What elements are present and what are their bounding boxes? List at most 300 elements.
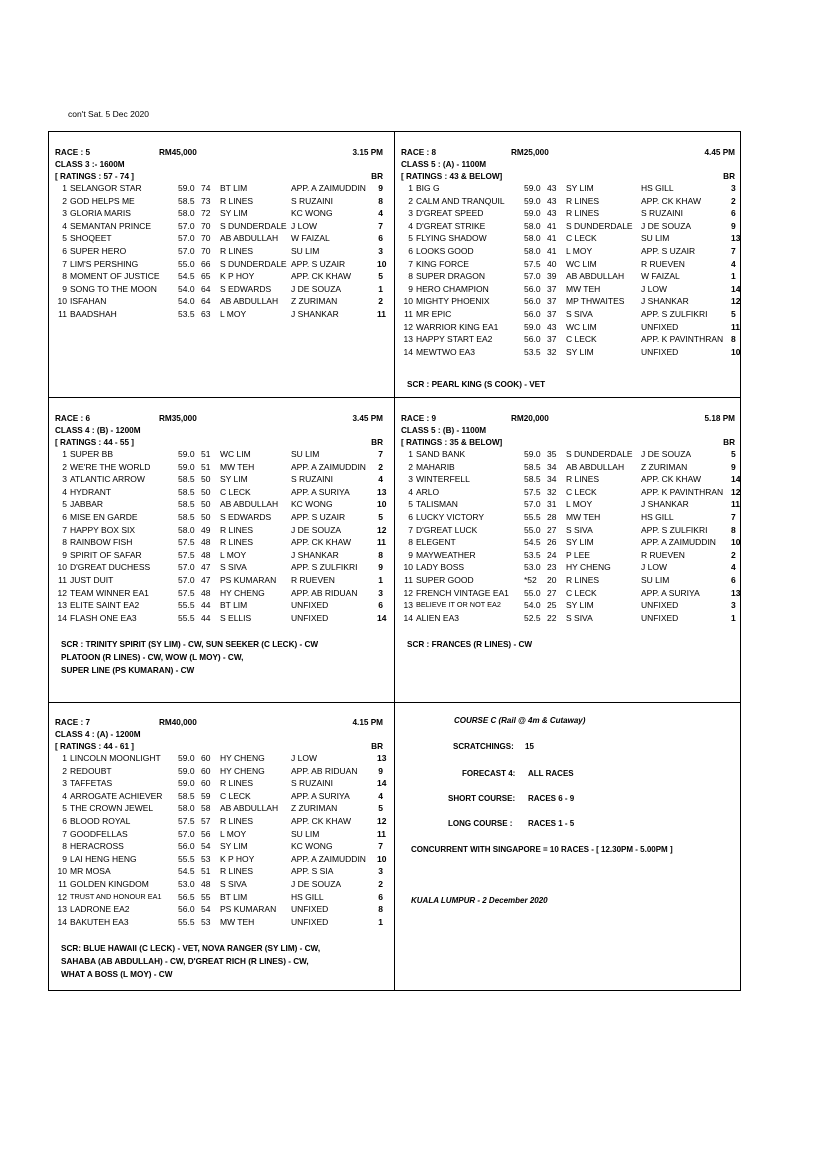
jockey: S SIVA — [566, 308, 593, 319]
horse-name: MR MOSA — [70, 866, 111, 877]
weight: 57.0 — [178, 233, 195, 244]
runner-row — [55, 232, 386, 245]
barrier-header: BR — [723, 437, 735, 447]
runner-row — [55, 182, 386, 195]
trainer: J SHANKAR — [291, 308, 339, 319]
weight: 58.5 — [178, 486, 195, 497]
runner-row — [55, 903, 386, 916]
jockey: L MOY — [566, 245, 593, 256]
barrier: 13 — [731, 587, 741, 598]
trainer: UNFIXED — [291, 916, 329, 927]
jockey: S SIVA — [566, 612, 593, 623]
rating: 56 — [201, 828, 211, 839]
horse-name: HAPPY BOX SIX — [70, 524, 136, 535]
barrier: 2 — [731, 549, 736, 560]
weight: 59.0 — [178, 449, 195, 459]
rating: 44 — [201, 612, 211, 623]
weight: 58.5 — [178, 474, 195, 485]
runner-row — [55, 574, 386, 587]
rating: 60 — [201, 753, 211, 763]
race-prize: RM35,000 — [159, 414, 197, 423]
barrier: 10 — [377, 499, 387, 510]
barrier-header: BR — [723, 171, 735, 181]
jockey: L MOY — [220, 828, 247, 839]
runner-row — [55, 777, 386, 790]
race-block — [49, 147, 394, 321]
jockey: K P HOY — [220, 271, 255, 282]
runner-row — [55, 828, 386, 841]
runner-number: 6 — [62, 511, 67, 522]
horse-name: BAADSHAH — [70, 308, 117, 319]
barrier: 9 — [731, 220, 736, 231]
runner-number: 2 — [62, 765, 67, 776]
race-class: CLASS 4 : (A) - 1200M — [55, 730, 141, 739]
jockey: S EDWARDS — [220, 511, 272, 522]
weight: 55.5 — [524, 511, 541, 522]
jockey: SY LIM — [220, 841, 248, 852]
barrier: 2 — [378, 296, 383, 307]
trainer: J DE SOUZA — [291, 878, 342, 889]
barrier-header: BR — [371, 437, 383, 447]
race-number: RACE : 9 — [401, 414, 437, 423]
barrier: 5 — [378, 271, 383, 282]
runner-number: 13 — [57, 904, 67, 915]
race-header — [401, 413, 738, 425]
weight: 56.0 — [524, 283, 541, 294]
runner-number: 14 — [403, 346, 413, 357]
rating: 64 — [201, 283, 211, 294]
barrier: 2 — [378, 878, 383, 889]
rating: 70 — [201, 245, 211, 256]
weight: 54.5 — [178, 271, 195, 282]
barrier: 8 — [731, 334, 736, 345]
runner-row — [401, 195, 738, 208]
barrier-header: BR — [371, 171, 383, 181]
rating: 41 — [547, 220, 557, 231]
runner-row — [401, 448, 738, 461]
rating: 48 — [201, 537, 211, 548]
horse-name: ATLANTIC ARROW — [70, 474, 145, 485]
trainer: W FAIZAL — [291, 233, 330, 244]
barrier: 12 — [377, 815, 387, 826]
runner-number: 8 — [62, 537, 67, 548]
race-ratings-line — [55, 437, 386, 449]
runner-number: 9 — [62, 549, 67, 560]
runner-row — [55, 195, 386, 208]
barrier: 6 — [378, 233, 383, 244]
runner-row — [401, 245, 738, 258]
rating: 53 — [201, 853, 211, 864]
weight: 58.0 — [178, 524, 195, 535]
race-prize: RM45,000 — [159, 148, 197, 157]
race-number: RACE : 6 — [55, 414, 91, 423]
runner-row — [55, 599, 386, 612]
runner-row — [55, 258, 386, 271]
race-class: CLASS 3 :- 1600M — [55, 160, 125, 169]
rating: 74 — [201, 183, 211, 193]
rating: 50 — [201, 511, 211, 522]
race-block — [395, 413, 742, 651]
trainer: APP. AB RIDUAN — [291, 587, 358, 598]
runner-number: 8 — [62, 271, 67, 282]
runner-row — [55, 283, 386, 296]
horse-name: ISFAHAN — [70, 296, 107, 307]
horse-name: ELITE SAINT EA2 — [70, 600, 140, 611]
trainer: APP. AB RIDUAN — [291, 765, 358, 776]
runner-row — [55, 891, 386, 904]
horse-name: HERO CHAMPION — [416, 283, 489, 294]
weight: 55.5 — [178, 853, 195, 864]
runner-row — [55, 853, 386, 866]
trainer: APP. K PAVINTHRAN — [641, 334, 724, 345]
horse-name: JABBAR — [70, 499, 104, 510]
rating: 20 — [547, 574, 557, 585]
runner-number: 8 — [62, 841, 67, 852]
horse-name: LADY BOSS — [416, 562, 465, 573]
trainer: UNFIXED — [641, 321, 679, 332]
barrier: 1 — [378, 574, 383, 585]
runner-row — [55, 270, 386, 283]
race-ratings-line — [401, 171, 738, 183]
jockey: WC LIM — [220, 449, 251, 459]
runners-table — [55, 182, 386, 321]
weight: 57.0 — [178, 574, 195, 585]
horse-name: D'GREAT STRIKE — [416, 220, 486, 231]
runner-number: 6 — [408, 511, 413, 522]
rating: 43 — [547, 183, 557, 193]
horse-name: D'GREAT SPEED — [416, 208, 484, 219]
barrier-header: BR — [371, 741, 383, 751]
weight: 59.0 — [524, 321, 541, 332]
rating: 39 — [547, 271, 557, 282]
page-header: con't Sat. 5 Dec 2020 — [68, 109, 150, 119]
weight: 57.5 — [178, 537, 195, 548]
horse-name: FLASH ONE EA3 — [70, 612, 137, 623]
barrier: 9 — [378, 562, 383, 573]
runner-row — [55, 245, 386, 258]
weight: 57.0 — [524, 271, 541, 282]
rating: 28 — [547, 511, 557, 522]
rating: 32 — [547, 486, 557, 497]
horse-name: BAKUTEH EA3 — [70, 916, 129, 927]
runner-row — [401, 498, 738, 511]
row-divider-1 — [49, 397, 740, 398]
runner-row — [401, 511, 738, 524]
trainer: HS GILL — [641, 183, 674, 193]
runner-number: 12 — [403, 321, 413, 332]
trainer: J LOW — [641, 562, 667, 573]
trainer: SU LIM — [641, 233, 670, 244]
jockey: AB ABDULLAH — [220, 296, 279, 307]
jockey: S SIVA — [566, 524, 593, 535]
jockey: S DUNDERDALE — [220, 258, 287, 269]
trainer: APP. CK KHAW — [291, 815, 351, 826]
weight: 59.0 — [178, 461, 195, 472]
trainer: R RUEVEN — [641, 258, 685, 269]
horse-name: SEMANTAN PRINCE — [70, 220, 152, 231]
runner-row — [55, 765, 386, 778]
barrier: 5 — [378, 511, 383, 522]
weight: 57.0 — [524, 499, 541, 510]
jockey: S ELLIS — [220, 612, 252, 623]
rating: 41 — [547, 233, 557, 244]
runner-row — [401, 587, 738, 600]
horse-name: SHOQEET — [70, 233, 112, 244]
rating: 27 — [547, 587, 557, 598]
trainer: APP. S ZULFIKRI — [641, 524, 708, 535]
barrier: 4 — [731, 258, 736, 269]
runners-table — [55, 752, 386, 928]
weight: 54.0 — [178, 296, 195, 307]
rating: 48 — [201, 878, 211, 889]
rating: 59 — [201, 790, 211, 801]
jockey: S SIVA — [220, 878, 247, 889]
race-ratings: [ RATINGS : 35 & BELOW] — [401, 437, 503, 447]
weight: 53.0 — [178, 878, 195, 889]
runner-row — [55, 561, 386, 574]
runner-row — [401, 283, 738, 296]
weight: 53.5 — [524, 346, 541, 357]
weight: 53.5 — [524, 549, 541, 560]
runner-number: 1 — [408, 449, 413, 459]
barrier: 9 — [378, 765, 383, 776]
barrier: 4 — [378, 208, 383, 219]
runner-row — [55, 802, 386, 815]
runner-number: 3 — [62, 778, 67, 789]
long-course-label: LONG COURSE : — [448, 819, 513, 828]
jockey: BT LIM — [220, 183, 248, 193]
rating: 48 — [201, 549, 211, 560]
weight: 59.0 — [524, 195, 541, 206]
rating: 64 — [201, 296, 211, 307]
runner-row — [55, 612, 386, 625]
horse-name: SUPER GOOD — [416, 574, 474, 585]
barrier: 8 — [378, 195, 383, 206]
barrier: 10 — [731, 537, 741, 548]
rating: 47 — [201, 562, 211, 573]
weight: 57.5 — [178, 549, 195, 560]
scratchings-line: SCR: BLUE HAWAII (C LECK) - VET, NOVA RANGER (SY LIM) - CW, — [61, 944, 321, 954]
trainer: SU LIM — [291, 245, 320, 256]
runner-number: 13 — [57, 600, 67, 611]
weight: 57.0 — [178, 220, 195, 231]
forecast-label: FORECAST 4: — [462, 769, 516, 778]
runner-number: 11 — [58, 574, 67, 585]
horse-name: JUST DUIT — [70, 574, 114, 585]
trainer: UNFIXED — [291, 600, 329, 611]
barrier: 3 — [731, 183, 736, 193]
scratchings-label: SCRATCHINGS: — [453, 742, 514, 751]
race-ratings: [ RATINGS : 44 - 55 ] — [55, 437, 135, 447]
race-time: 5.18 PM — [704, 414, 735, 423]
runner-number: 6 — [62, 815, 67, 826]
runner-number: 7 — [62, 258, 67, 269]
race-number: RACE : 8 — [401, 148, 437, 157]
barrier: 9 — [378, 183, 383, 193]
runner-number: 2 — [62, 461, 67, 472]
horse-name: GOD HELPS ME — [70, 195, 135, 206]
scratchings-line: PLATOON (R LINES) - CW, WOW (L MOY) - CW, — [61, 653, 244, 663]
race-number: RACE : 7 — [55, 718, 91, 727]
rating: 50 — [201, 499, 211, 510]
runner-number: 2 — [62, 195, 67, 206]
trainer: APP. A ZAIMUDDIN — [291, 183, 366, 193]
scratchings-note — [401, 638, 738, 651]
runner-row — [55, 878, 386, 891]
jockey: L MOY — [566, 499, 593, 510]
weight: 54.0 — [524, 600, 541, 611]
runner-number: 4 — [62, 790, 67, 801]
trainer: KC WONG — [291, 208, 333, 219]
barrier: 14 — [377, 612, 387, 623]
trainer: APP. K PAVINTHRAN — [641, 486, 724, 497]
horse-name: GOODFELLAS — [70, 828, 128, 839]
horse-name: D'GREAT LUCK — [416, 524, 478, 535]
horse-name: ALIEN EA3 — [416, 612, 459, 623]
runner-number: 11 — [404, 308, 413, 319]
runner-number: 7 — [408, 524, 413, 535]
scratchings-note — [55, 638, 386, 677]
trainer: APP. A ZAIMUDDIN — [291, 853, 366, 864]
barrier: 14 — [731, 283, 741, 294]
weight: 58.5 — [178, 499, 195, 510]
barrier: 8 — [378, 549, 383, 560]
jockey: R LINES — [220, 524, 254, 535]
trainer: APP. S ZULFIKRI — [641, 308, 708, 319]
jockey: HY CHENG — [220, 587, 265, 598]
jockey: AB ABDULLAH — [220, 499, 279, 510]
race-class: CLASS 5 : (B) - 1100M — [401, 426, 487, 435]
rating: 23 — [547, 562, 557, 573]
rating: 44 — [201, 600, 211, 611]
trainer: HS GILL — [641, 511, 674, 522]
trainer: UNFIXED — [641, 612, 679, 623]
trainer: SU LIM — [291, 449, 320, 459]
horse-name: MIGHTY PHOENIX — [416, 296, 490, 307]
weight: 59.0 — [524, 449, 541, 459]
trainer: Z ZURIMAN — [291, 296, 338, 307]
jockey: S DUNDERDALE — [220, 220, 287, 231]
race-ratings: [ RATINGS : 44 - 61 ] — [55, 741, 135, 751]
runner-number: 9 — [408, 283, 413, 294]
rating: 51 — [201, 449, 211, 459]
jockey: R LINES — [566, 574, 600, 585]
trainer: UNFIXED — [641, 600, 679, 611]
horse-name: BLOOD ROYAL — [70, 815, 131, 826]
weight: 58.5 — [524, 474, 541, 485]
rating: 43 — [547, 208, 557, 219]
trainer: J DE SOUZA — [291, 283, 342, 294]
runner-row — [55, 220, 386, 233]
weight: 53.5 — [178, 308, 195, 319]
weight: 59.0 — [178, 765, 195, 776]
race-prize: RM25,000 — [511, 148, 549, 157]
trainer: APP. A SURIYA — [641, 587, 700, 598]
scratchings-line: SAHABA (AB ABDULLAH) - CW, D'GREAT RICH (R LINES) - CW, — [61, 957, 309, 967]
trainer: APP. S SIA — [291, 866, 334, 877]
barrier: 3 — [378, 587, 383, 598]
runner-row — [55, 815, 386, 828]
runner-row — [401, 473, 738, 486]
barrier: 10 — [731, 346, 741, 357]
trainer: APP. CK KHAW — [291, 537, 351, 548]
rating: 40 — [547, 258, 557, 269]
jockey: K P HOY — [220, 853, 255, 864]
barrier: 14 — [731, 474, 741, 485]
trainer: R RUEVEN — [291, 574, 335, 585]
jockey: S DUNDERDALE — [566, 220, 633, 231]
trainer: W FAIZAL — [641, 271, 680, 282]
rating: 47 — [201, 574, 211, 585]
horse-name: LIM'S PERSHING — [70, 258, 139, 269]
runner-number: 4 — [408, 220, 413, 231]
barrier: 6 — [731, 208, 736, 219]
horse-name: LAI HENG HENG — [70, 853, 137, 864]
runner-number: 7 — [408, 258, 413, 269]
race-time: 4.45 PM — [704, 148, 735, 157]
jockey: P LEE — [566, 549, 590, 560]
trainer: R RUEVEN — [641, 549, 685, 560]
jockey: R LINES — [220, 866, 254, 877]
jockey: SY LIM — [566, 537, 594, 548]
race-time: 3.15 PM — [352, 148, 383, 157]
trainer: APP. S UZAIR — [291, 258, 346, 269]
runner-row — [55, 752, 386, 765]
rating: 55 — [201, 891, 211, 902]
weight: 57.5 — [524, 258, 541, 269]
barrier: 6 — [378, 891, 383, 902]
trainer: J SHANKAR — [641, 499, 689, 510]
runner-row — [55, 207, 386, 220]
horse-name: TAFFETAS — [70, 778, 113, 789]
weight: 59.0 — [178, 753, 195, 763]
scratchings-line: SCR : PEARL KING (S COOK) - VET — [407, 380, 546, 390]
weight: 52.5 — [524, 612, 541, 623]
weight: 57.0 — [178, 562, 195, 573]
runner-row — [55, 524, 386, 537]
horse-name: BELIEVE IT OR NOT EA2 — [416, 600, 501, 610]
race-class: CLASS 5 : (A) - 1100M — [401, 160, 487, 169]
trainer: KC WONG — [291, 841, 333, 852]
rating: 65 — [201, 271, 211, 282]
runner-row — [55, 587, 386, 600]
runners-table — [401, 448, 741, 624]
runner-number: 10 — [57, 866, 67, 877]
jockey: S SIVA — [220, 562, 247, 573]
runner-number: 6 — [62, 245, 67, 256]
runner-row — [401, 574, 738, 587]
weight: 58.5 — [524, 461, 541, 472]
barrier: 7 — [731, 511, 736, 522]
runner-row — [401, 333, 738, 346]
course-info: COURSE C (Rail @ 4m & Cutaway) — [454, 716, 586, 725]
barrier: 13 — [377, 486, 387, 497]
trainer: Z ZURIMAN — [641, 461, 688, 472]
runner-number: 4 — [62, 486, 67, 497]
rating: 73 — [201, 195, 211, 206]
race-block — [49, 717, 394, 981]
trainer: J LOW — [641, 283, 667, 294]
runner-row — [401, 561, 738, 574]
race-time: 3.45 PM — [352, 414, 383, 423]
rating: 57 — [201, 815, 211, 826]
jockey: R LINES — [220, 537, 254, 548]
runner-row — [55, 473, 386, 486]
horse-name: ARLO — [416, 486, 440, 497]
race-header — [55, 717, 386, 729]
barrier: 12 — [377, 524, 387, 535]
weight: 56.0 — [524, 296, 541, 307]
